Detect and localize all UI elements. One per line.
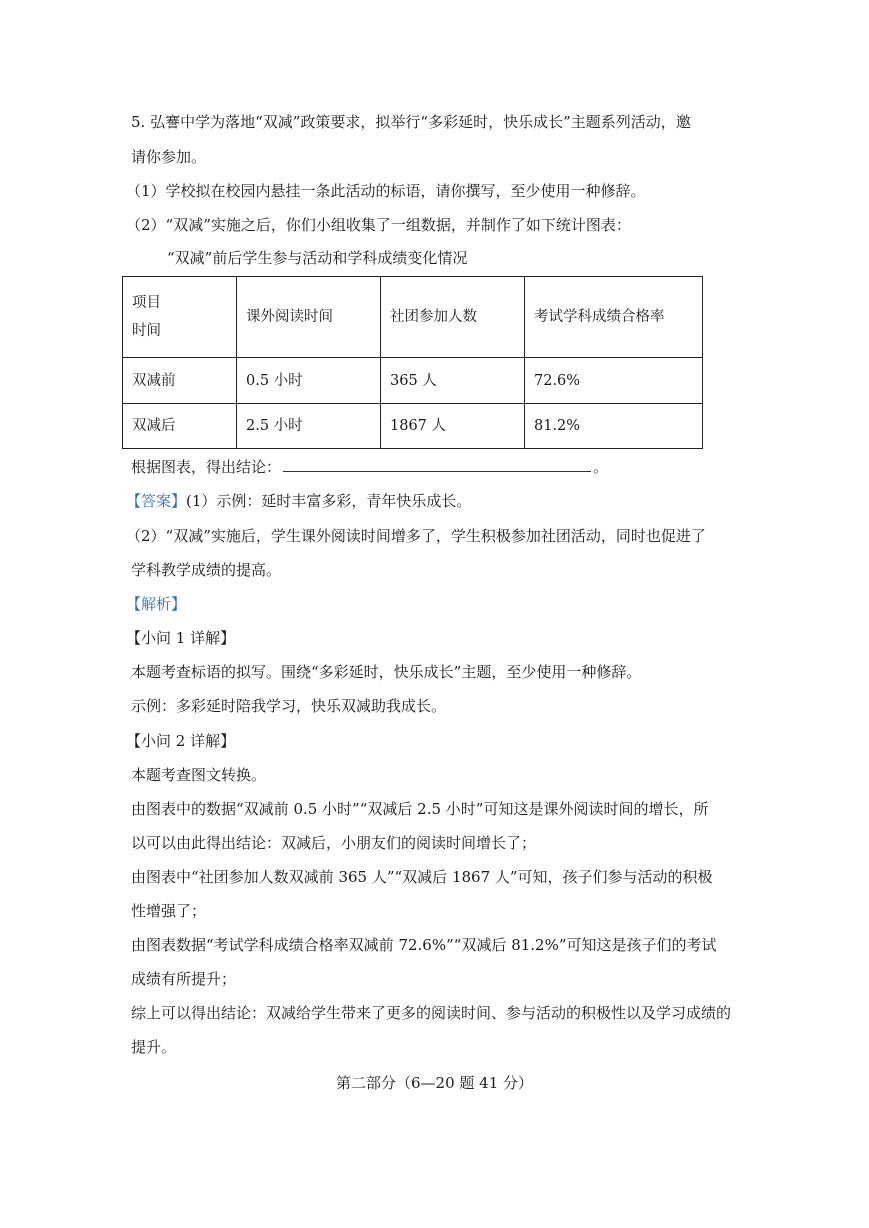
table-row: [123, 404, 703, 449]
conclusion-line: [131, 457, 738, 477]
answer-blank: [283, 457, 591, 472]
sub-question-2-title: 【小问 2 详解】: [126, 732, 236, 750]
analysis-tag: 【解析】: [126, 595, 187, 613]
table-caption: “双减”前后学生参与活动和学科成绩变化情况: [167, 249, 468, 267]
cell-club-count: 365 人: [381, 358, 525, 404]
cell-reading-time: 2.5 小时: [237, 404, 381, 449]
answer-tag: 【答案】: [126, 492, 187, 510]
row-label: 双减前: [123, 358, 237, 404]
cell-club-count: 1867 人: [381, 404, 525, 449]
corner-label-time: 时间: [132, 323, 161, 339]
sub2-line7: 成绩有所提升；: [131, 970, 237, 988]
cell-pass-rate: 72.6%: [525, 358, 703, 404]
answer-part2-line2: 学科教学成绩的提高。: [131, 561, 282, 579]
sub2-line5: 性增强了；: [131, 902, 207, 920]
conclusion-prefix: 根据图表，得出结论：: [131, 458, 282, 476]
row-label: 双减后: [123, 404, 237, 449]
answer-part2-line1: （2）“双减”实施后，学生课外阅读时间增多了，学生积极参加社团活动，同时也促进了: [126, 527, 706, 545]
sub2-line8: 综上可以得出结论：双减给学生带来了更多的阅读时间、参与活动的积极性以及学习成绩的: [131, 1004, 732, 1022]
question-intro-line1: 5. 弘謇中学为落地“双减”政策要求，拟举行“多彩延时，快乐成长”主题系列活动，邀: [131, 113, 691, 131]
cell-reading-time: 0.5 小时: [237, 358, 381, 404]
question-intro-line2: 请你参加。: [131, 148, 207, 166]
sub1-line1: 本题考查标语的拟写。围绕“多彩延时，快乐成长”主题，至少使用一种修辞。: [131, 663, 642, 681]
header-reading-time: 课外阅读时间: [237, 277, 381, 358]
sub2-line9: 提升。: [131, 1038, 177, 1056]
sub2-line6: 由图表数据“考试学科成绩合格率双减前 72.6%”“双减后 81.2%”可知这是孩子们的考试: [131, 936, 717, 954]
statistics-table: [122, 276, 703, 449]
table-corner-cell: [123, 277, 237, 358]
sub2-line2: 由图表中的数据“双减前 0.5 小时”“双减后 2.5 小时”可知这是课外阅读时间的增长，所: [131, 800, 709, 818]
table-header-row: [123, 277, 703, 358]
sub-question-1-title: 【小问 1 详解】: [126, 629, 236, 647]
conclusion-suffix: 。: [593, 458, 609, 476]
answer-part1: (1）示例：延时丰富多彩，青年快乐成长。: [186, 492, 472, 510]
sub2-line4: 由图表中“社团参加人数双减前 365 人”“双减后 1867 人”可知，孩子们参与活动的积极: [131, 868, 713, 886]
corner-label-item: 项目: [132, 295, 161, 311]
sub2-line1: 本题考查图文转换。: [131, 766, 267, 784]
sub1-line2: 示例：多彩延时陪我学习，快乐双减助我成长。: [131, 697, 447, 715]
answer-line1: [126, 491, 738, 511]
header-pass-rate: 考试学科成绩合格率: [525, 277, 703, 358]
sub2-line3: 以可以由此得出结论：双减后，小朋友们的阅读时间增长了；: [131, 834, 537, 852]
question-part2: （2）“双减”实施之后，你们小组收集了一组数据，并制作了如下统计图表：: [126, 216, 631, 234]
section-footer: 第二部分（6—20 题 41 分）: [335, 1074, 534, 1092]
question-part1: （1）学校拟在校园内悬挂一条此活动的标语，请你撰写，至少使用一种修辞。: [126, 182, 646, 200]
table-row: [123, 358, 703, 404]
header-club-count: 社团参加人数: [381, 277, 525, 358]
cell-pass-rate: 81.2%: [525, 404, 703, 449]
